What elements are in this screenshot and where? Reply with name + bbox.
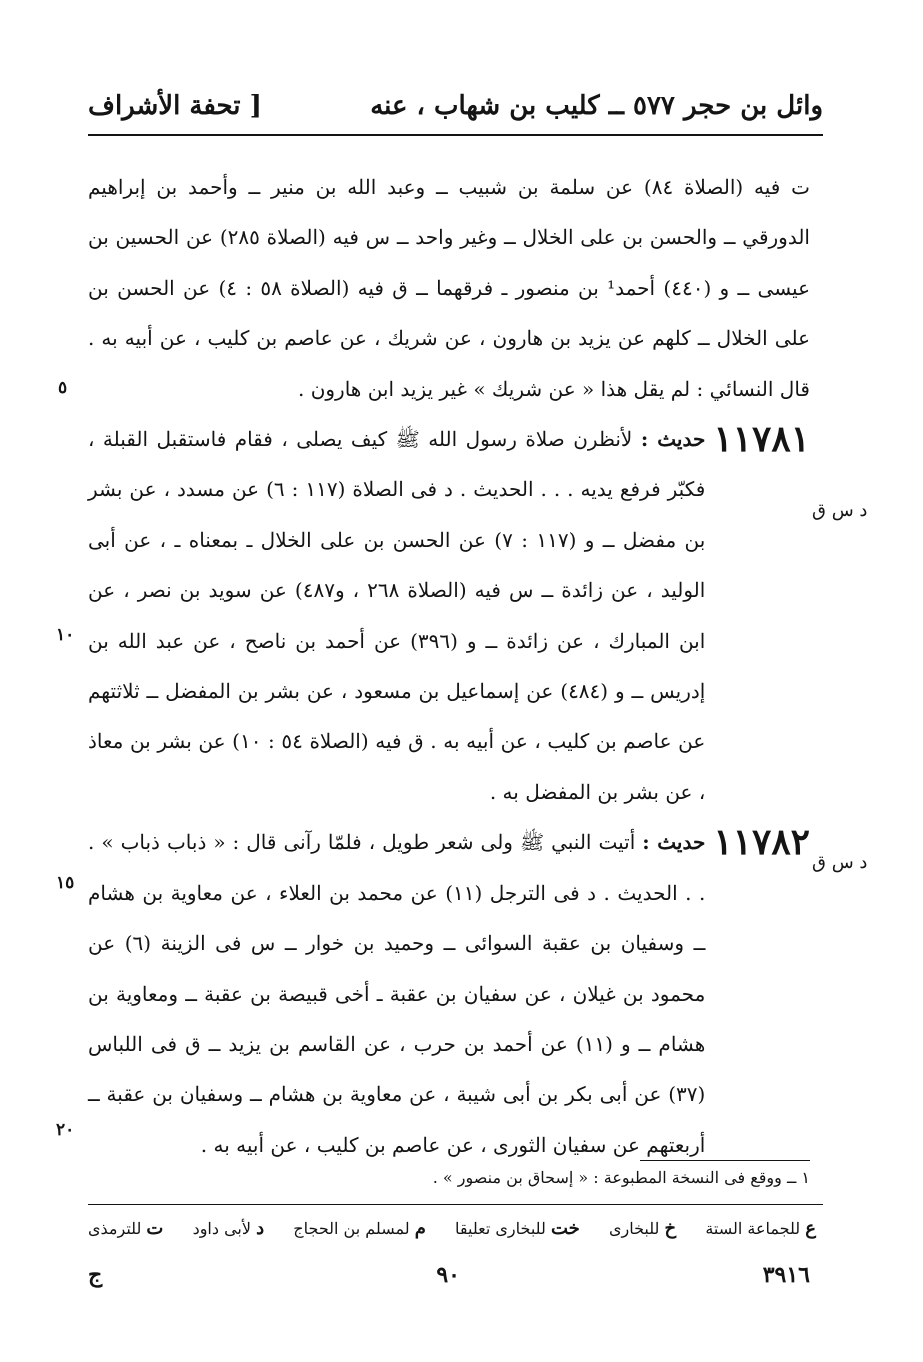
signature-mark: ج bbox=[88, 1262, 103, 1288]
entry-number: ١١٧٨١ bbox=[713, 418, 810, 461]
line-number: ٥ bbox=[58, 378, 68, 398]
line-number: ٢٠ bbox=[56, 1120, 75, 1140]
footer-rule bbox=[88, 1204, 823, 1205]
abbreviation-item: خ للبخارى bbox=[608, 1218, 677, 1239]
page-header bbox=[88, 84, 823, 128]
entry-number: ١١٧٨٢ bbox=[713, 821, 810, 864]
hadith-entry-11782 bbox=[88, 817, 810, 1170]
entry-body: أتيت النبي ﷺ ولى شعر طويل ، فلمّا رآنى قال : « ذباب ذباب » . . . الحديث . د فى الترجل (١١) عن محمد بن العلاء ، عن معاوية بن هشام ــ وسفيان بن عقبة السوائى ــ وحميد بن خوار ــ س فى الزينة (٦) عن محمود بن غيلان ، عن سفيان بن عقبة ـ أخى قبيصة بن عقبة ــ ومعاوية بن هشام ــ و (١١) عن أحمد بن حرب ، عن القاسم بن يزيد ــ ق فى اللباس (٣٧) عن أبى بكر بن أبى شيبة ، عن معاوية بن هشام ــ وسفيان بن عقبة ــ أربعتهم عن سفيان الثورى ، عن عاصم بن كليب ، عن أبيه به . bbox=[88, 830, 706, 1157]
footnote: ١ ــ ووقع فى النسخة المطبوعة : « إسحاق بن منصور » . bbox=[432, 1168, 810, 1187]
line-number: ١٠ bbox=[56, 625, 75, 645]
footnote-rule bbox=[640, 1160, 810, 1161]
running-head: وائل بن حجر ٥٧٧ ــ كليب بن شهاب ، عنه bbox=[370, 91, 823, 121]
entry-text bbox=[88, 414, 705, 817]
entry-text bbox=[88, 817, 705, 1170]
abbreviation-item: م لمسلم بن الحجاج bbox=[293, 1218, 426, 1239]
abbreviation-key bbox=[88, 1218, 816, 1239]
main-text bbox=[88, 162, 810, 1170]
abbreviation-item: د لأبى داود bbox=[192, 1218, 265, 1239]
entry-body: لأنظرن صلاة رسول الله ﷺ كيف يصلى ، فقام فاستقبل القبلة ، فكبّر فرفع يديه . . . الحديث . د فى الصلاة (١١٧ : ٦) عن مسدد ، عن بشر بن مفضل ــ و (١١٧ : ٧) عن الحسن بن على الخلال ـ بمعناه ـ ، عن أبى الوليد ، عن زائدة ــ س فيه (الصلاة ٢٦٨ ، و٤٨٧) عن سويد بن نصر ، عن ابن المبارك ، عن زائدة ــ و (٣٩٦) عن أحمد بن ناصح ، عن عبد الله بن إدريس ــ و (٤٨٤) عن إسماعيل بن مسعود ، عن بشر بن المفضل ــ ثلاثتهم عن عاصم بن كليب ، عن أبيه به . ق فيه (الصلاة ٥٤ : ١٠) عن بشر بن معاذ ، عن بشر بن المفضل به . bbox=[88, 427, 706, 804]
entry-sigla: د س ق bbox=[812, 500, 868, 521]
volume-page-number: ٣٩١٦ bbox=[762, 1262, 810, 1288]
entry-keyword: حديث : bbox=[640, 427, 706, 452]
page-footer bbox=[88, 1262, 810, 1294]
paragraph-continued: ت فيه (الصلاة ٨٤) عن سلمة بن شبيب ــ وعبد الله بن منير ــ وأحمد بن إبراهيم الدورقي ــ والحسن بن على الخلال ــ وغير واحد ــ س فيه (الصلاة ٢٨٥) عن الحسين بن عيسى ــ و (٤٤٠) أحمد¹ بن منصور ـ فرقهما ــ ق فيه (الصلاة ٥٨ : ٤) عن الحسن بن على الخلال ــ كلهم عن يزيد بن هارون ، عن شريك ، عن عاصم بن كليب ، عن أبيه به . قال النسائي : لم يقل هذا « عن شريك » غير يزيد ابن هارون . bbox=[88, 175, 811, 401]
abbreviation-item: ع للجماعة الستة bbox=[705, 1218, 816, 1239]
entry-keyword: حديث : bbox=[642, 830, 706, 855]
line-number: ١٥ bbox=[56, 873, 75, 893]
page-number: ٩٠ bbox=[436, 1262, 460, 1288]
header-rule bbox=[88, 134, 823, 136]
entry-sigla: د س ق bbox=[812, 852, 868, 873]
abbreviation-item: خت للبخارى تعليقا bbox=[455, 1218, 580, 1239]
abbreviation-item: ت للترمذى bbox=[88, 1218, 164, 1239]
book-title: [ تحفة الأشراف bbox=[88, 91, 262, 121]
hadith-entry-11781 bbox=[88, 414, 810, 817]
